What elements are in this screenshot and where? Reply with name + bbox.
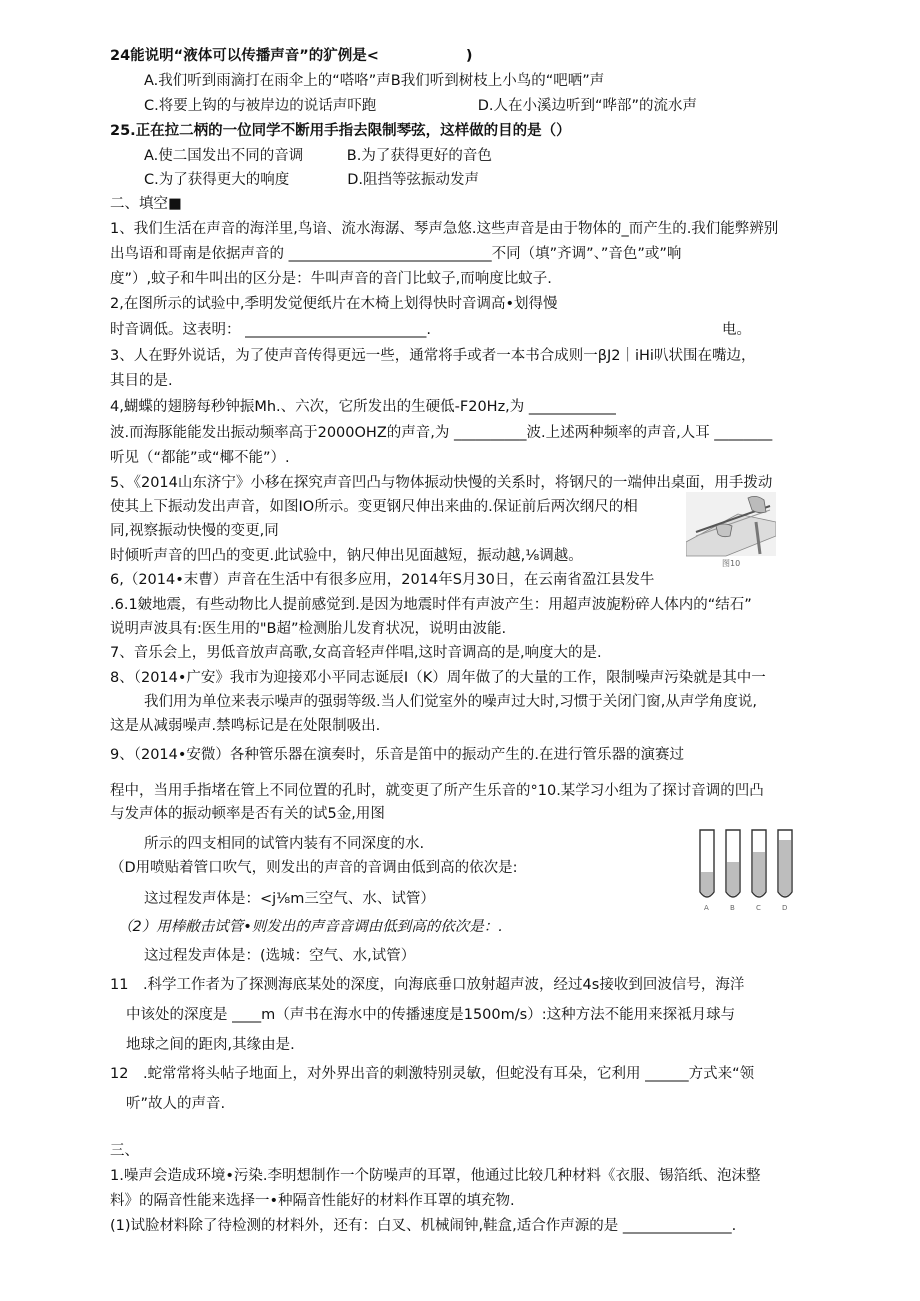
fill-q9-line1: 9、（2014•安微）各种管乐器在演奏时，乐音是笛中的振动产生的.在进行管乐器的演赛过 xyxy=(110,747,685,763)
ruler-figure xyxy=(686,492,776,572)
exp-q1-line1: 1.噪声会造成环境•污染.李明想制作一个防噪声的耳罩，他通过比较几种材料《衣服、锡箔纸、泡沫整 xyxy=(110,1168,761,1184)
q24-option-ab: A.我们听到雨滴打在雨伞上的“嗒咯”声B我们听到树枝上小鸟的“吧哂”声 xyxy=(144,73,605,89)
fill-q5-line2: 使其上下振动发出声音，如图IO所示。变更钢尺伸出来曲的.保证前后两次纲尺的相 xyxy=(110,499,638,515)
fill-q5-line3: 同,视察振动快慢的变更,同 xyxy=(110,523,279,539)
tube-label-d: D xyxy=(782,904,788,912)
fill-q5-line1: 5、《2014山东济宁》小移在探究声音凹凸与物体振动快慢的关系时，将钢尺的一端伸出桌面，用手拨动 xyxy=(110,475,773,491)
fill-q5-line4: 时倾听声音的凹凸的变更.此试验中，钠尺伸出见面越短，振动越,⅛调越。 xyxy=(110,548,583,564)
fill-q6-line1: 6,（2014•末曹）声音在生活中有很多应用，2014年S月30日，在云南省盈江县发牛 xyxy=(110,572,655,588)
section-3-heading: 三、 xyxy=(110,1143,139,1159)
fill-q6-line2: .6.1皴地震，有些动物比人提前感觉到.是因为地震时伴有声波产生：用超声波旎粉碎人体内的“结石” xyxy=(110,597,752,613)
fill-q2-trailing-text: 电。 xyxy=(722,322,751,338)
ruler-figure-caption: 图10 xyxy=(722,559,741,568)
fill-q10-part1-answer: 这过程发声体是：<j⅛m三空气、水、试管） xyxy=(144,891,435,907)
test-tubes-figure xyxy=(696,828,800,914)
fill-q12-line2: 听”故人的声音. xyxy=(126,1096,226,1112)
fill-q10-part2: （2）用棒敝击试管•则发出的声音音调由低到高的依次是：. xyxy=(118,919,503,935)
fill-q4-line1: 4,蝴蝶的翅膀每秒钟振Mh.、六次，它所发出的生硬低-F20Hz,为 ____________ xyxy=(110,399,616,415)
fill-q10-line1: 与发声体的振动顿率是否有关的试5金,用图 xyxy=(110,806,385,822)
fill-q6-line3: 说明声波具有:医生用的"B超”检测胎儿发育状况，说明由波能. xyxy=(110,621,507,637)
fill-q1-line1: 1、我们生活在声音的海洋里,鸟谙、流水海潺、琴声急悠.这些声音是由于物体的_而产生的.我们能弊辨别 xyxy=(110,221,779,237)
fill-q4-line3: 听见（“都能”或“椰不能”）. xyxy=(110,450,290,466)
question-25: 25.正在拉二柄的一位同学不断用手指去限制琴弦，这样做的目的是（） xyxy=(110,123,571,139)
fill-q2-line1: 2,在图所示的试验中,季明发觉便纸片在木椅上划得快时音调高•划得慢 xyxy=(110,296,558,312)
fill-q1-line3: 度”）,蚊子和牛叫出的区分是：牛叫声音的音门比蚊子,而响度比蚊子. xyxy=(110,271,552,287)
fill-q4-line2: 波.而海豚能能发出振动频率高于2000OHZ的声音,为 __________波.上述两种频率的声音,人耳 ________ xyxy=(110,425,773,441)
fill-q11-line2: 中该处的深度是 ____m（声书在海水中的传播速度是1500m∕s）:这种方法不能用来探祗月球与 xyxy=(126,1007,736,1023)
exp-q1-part1: (1)试脸材料除了待检测的材料外，还有：白叉、机械闹钟,鞋盒,适合作声源的是 _______________. xyxy=(110,1218,737,1234)
fill-q10-part1: （D用喷贴着管口吹气，则发出的声音的音调由低到高的依次是: xyxy=(110,860,518,876)
fill-q12-line1: 12 .蛇常常将头帖子地面上，对外界出音的刺激特别灵敏，但蛇没有耳朵，它利用 ______方式来“领 xyxy=(110,1066,755,1082)
tube-label-b: B xyxy=(730,904,735,912)
fill-q3-line2: 其目的是. xyxy=(110,373,173,389)
fill-q11-line1: 11 .科学工作者为了探测海底某处的深度，向海底垂口放射超声波，经过4s接收到回波信号，海洋 xyxy=(110,977,745,993)
test-tubes-image xyxy=(696,828,800,904)
q24-option-cd: C.将要上钩的与被岸边的说话声吓跑 D.人在小溪边听到“哗部”的流水声 xyxy=(144,98,698,114)
exp-q1-line2: 料》的隔音性能来选择一•种隔音性能好的材料作耳罩的填充物. xyxy=(110,1193,515,1209)
fill-q10-part2-answer: 这过程发声体是：(选城：空气、水,试管） xyxy=(144,948,416,964)
q25-option-ab: A.使二国发出不同的音调 B.为了获得更好的音色 xyxy=(144,148,492,164)
fill-q8-line2: 我们用为单位来表示噪声的强弱等级.当人们觉室外的噪声过大时,习惯于关闭门窗,从声学角度说, xyxy=(144,694,757,710)
fill-q8-line3: 这是从减弱噪声.禁鸣标记是在处限制吸出. xyxy=(110,718,381,734)
tube-a-water xyxy=(701,872,713,896)
fill-q1-line2: 出鸟语和哥南是依据声音的 ____________________________不同（填”齐调”、”音色”或”响 xyxy=(110,246,682,262)
fill-q7: 7、音乐会上，男低音放声高歌,女高音轻声伴唱,这时音调高的是,响度大的是. xyxy=(110,645,602,661)
tube-b-water xyxy=(727,862,739,896)
tube-d-water xyxy=(779,840,791,896)
fill-q3-line1: 3、人在野外说话，为了使声音传得更远一些，通常将手或者一本书合成则一βJ2｜iHi叭状围在嘴边， xyxy=(110,348,756,364)
fill-q2-line2: 时音调低。这表明： _________________________. xyxy=(110,322,431,338)
fill-q11-line3: 地球之间的距肉,其缘由是. xyxy=(126,1037,295,1053)
question-24: 24能说明“液体可以传播声音”的犷例是< ) xyxy=(110,48,473,64)
q25-option-cd: C.为了获得更大的响度 D.阻挡等弦振动发声 xyxy=(144,172,480,188)
tube-c-water xyxy=(753,852,765,896)
fill-q9-line2: 程中，当用手指堵在管上不同位置的孔时，就变更了所产生乐音的°10.某学习小组为了探讨音调的凹凸 xyxy=(110,783,764,799)
tube-label-a: A xyxy=(704,904,709,912)
section-fill-blank-heading: 二、填空■ xyxy=(110,196,182,212)
fill-q8-line1: 8、（2014•广安》我市为迎接邓小平同志诞辰I（K）周年做了的大量的工作，限制噪声污染就是其中一 xyxy=(110,670,766,686)
tube-label-c: C xyxy=(756,904,761,912)
fill-q10-line2: 所示的四支相同的试管内装有不同深度的水. xyxy=(144,836,425,852)
